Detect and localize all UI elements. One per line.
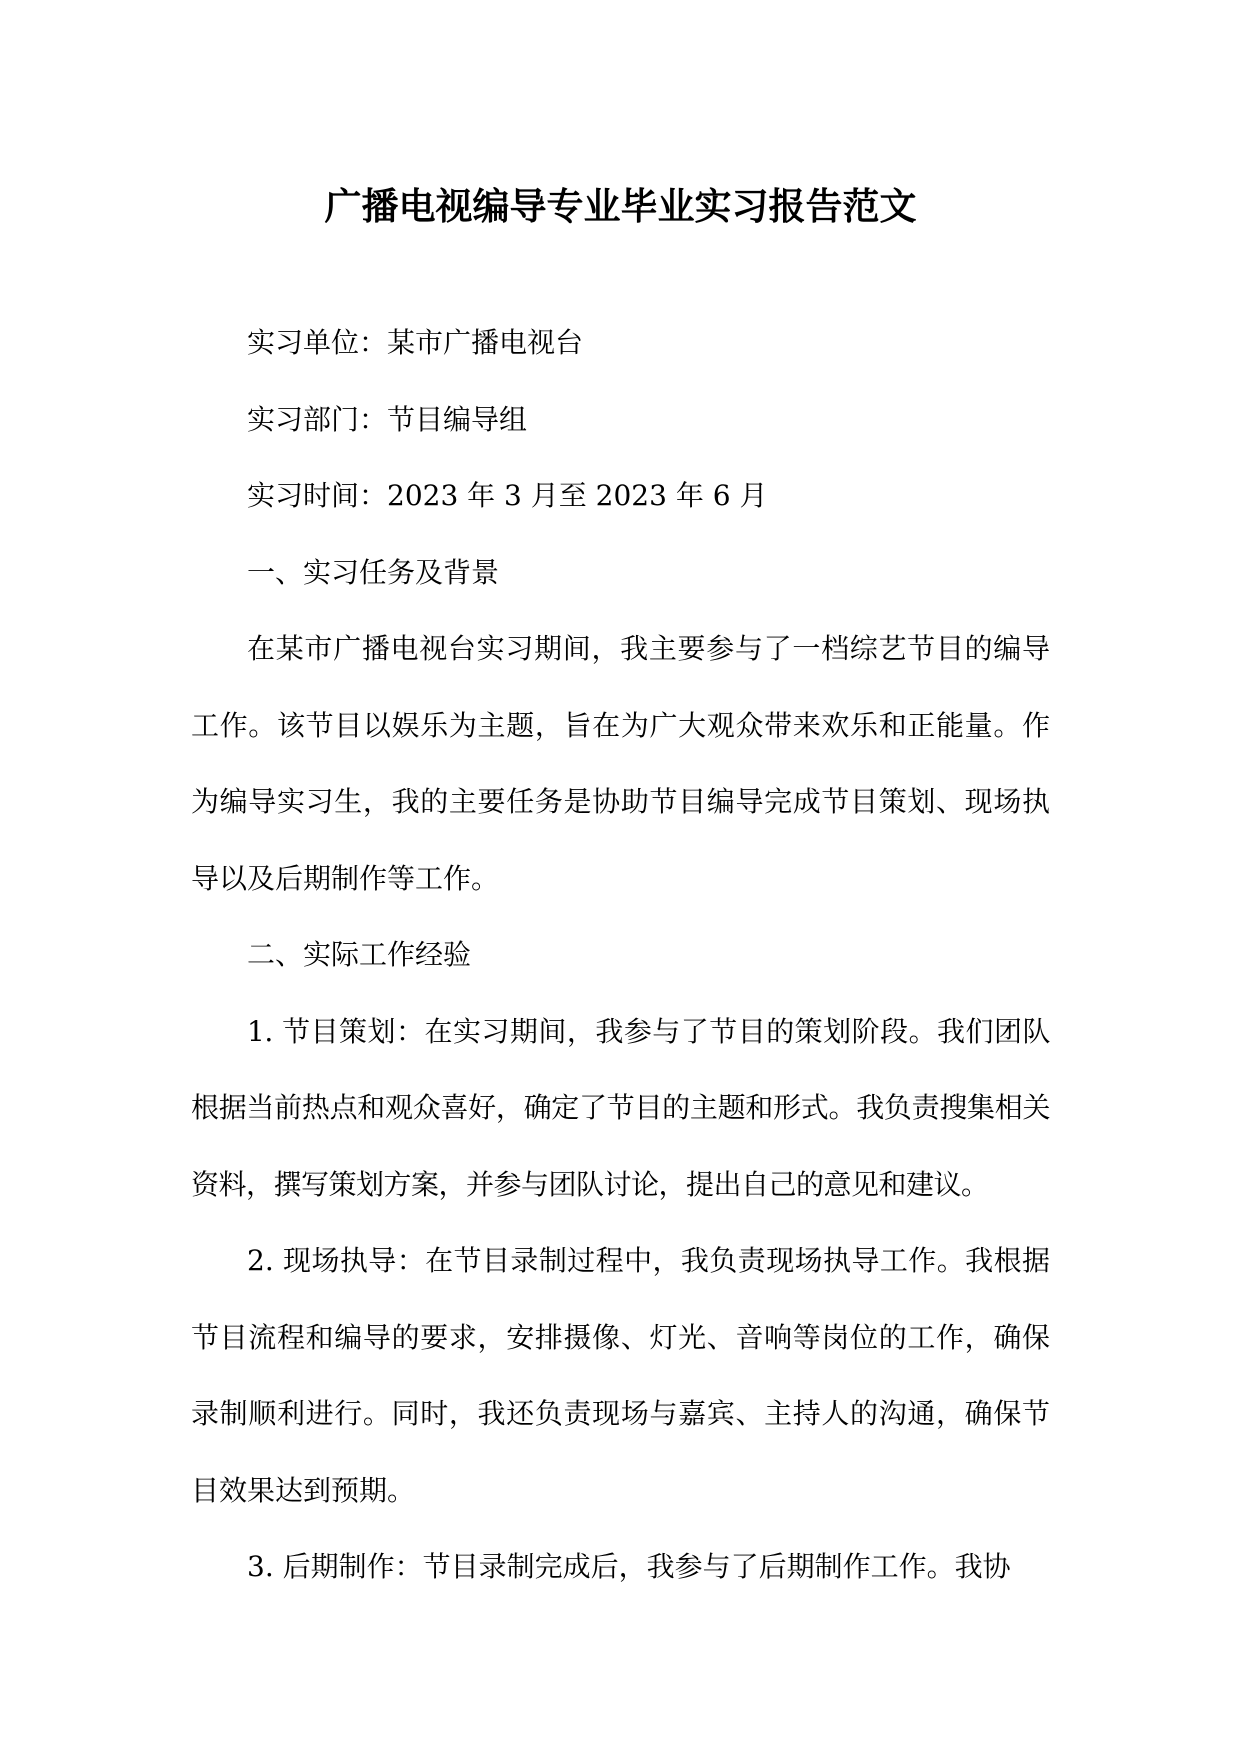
section-heading-2: 二、实际工作经验	[247, 938, 472, 971]
paragraph-post-production: 3. 后期制作：节目录制完成后，我参与了后期制作工作。我协	[247, 1550, 1011, 1583]
internship-department: 实习部门：节目编导组	[247, 402, 528, 436]
document-body	[191, 305, 1050, 1606]
section-heading-1: 一、实习任务及背景	[247, 555, 500, 589]
paragraph-directing: 2. 现场执导：在节目录制过程中，我负责现场执导工作。我根据节目流程和编导的要求，安排摄像、灯光、音响等岗位的工作，确保录制顺利进行。同时，我还负责现场与嘉宾、主持人的沟通，确保节目效果达到预期。	[191, 1244, 1050, 1507]
document-title: 广播电视编导专业毕业实习报告范文	[324, 184, 917, 228]
paragraph-background: 在某市广播电视台实习期间，我主要参与了一档综艺节目的编导工作。该节目以娱乐为主题，旨在为广大观众带来欢乐和正能量。作为编导实习生，我的主要任务是协助节目编导完成节目策划、现场执导以及后期制作等工作。	[191, 632, 1050, 895]
paragraph-planning: 1. 节目策划：在实习期间，我参与了节目的策划阶段。我们团队根据当前热点和观众喜好，确定了节目的主题和形式。我负责搜集相关资料，撰写策划方案，并参与团队讨论，提出自己的意见和建议。	[191, 1014, 1050, 1201]
internship-unit: 实习单位：某市广播电视台	[247, 326, 584, 359]
internship-period: 实习时间：2023 年 3 月至 2023 年 6 月	[247, 479, 768, 512]
